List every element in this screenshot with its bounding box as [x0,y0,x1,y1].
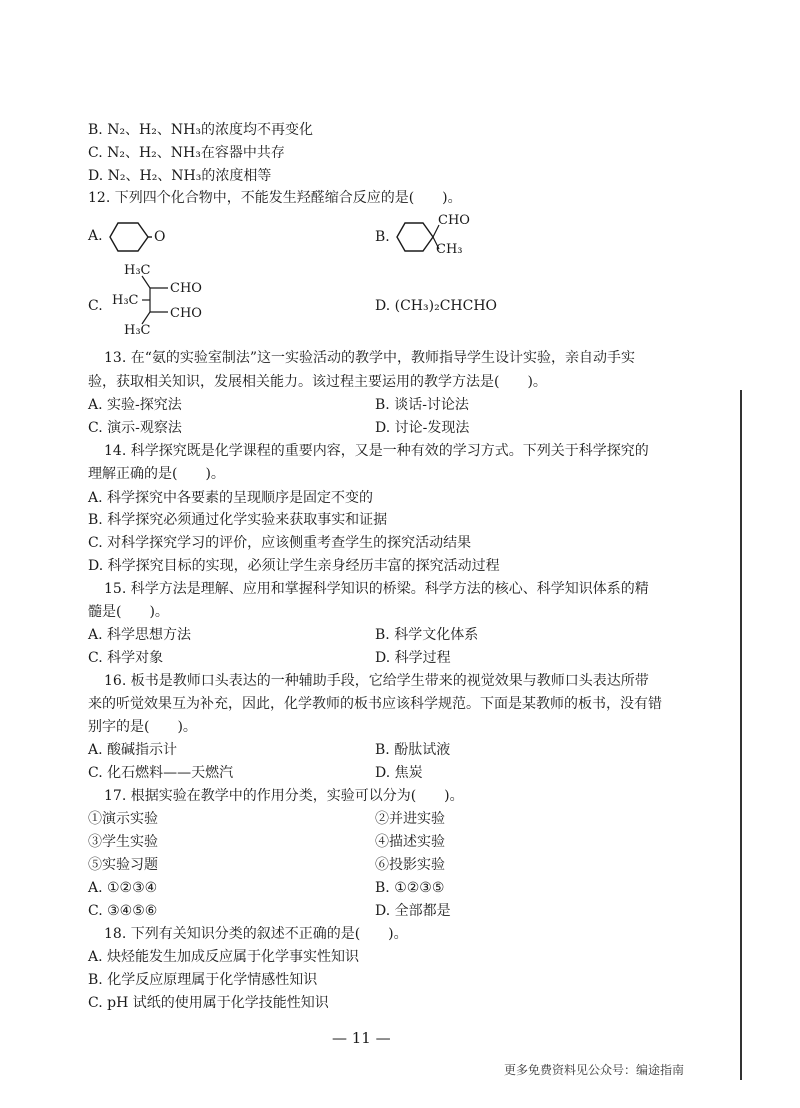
q16-option-a: A. 酸碱指示计 [88,742,178,758]
q12-option-c-cho-top: CHO [170,281,202,296]
q14-option-b: B. 科学探究必须通过化学实验来获取事实和证据 [88,512,388,528]
q12-option-d: D. (CH₃)₂CHCHO [375,298,498,314]
page-number: — 11 — [332,1029,391,1047]
q15-option-c: C. 科学对象 [88,650,164,666]
q12-option-b-cho: CHO [438,213,470,228]
q15-option-b: B. 科学文化体系 [375,627,479,643]
q12-option-b-ch3: CH₃ [436,242,463,257]
q15-option-d: D. 科学过程 [375,650,451,666]
q12-stem: 12. 下列四个化合物中，不能发生羟醛缩合反应的是( )。 [88,190,462,206]
q12-option-b-label: B. [375,229,390,245]
q15-stem-line2: 髓是( )。 [88,604,169,620]
q13-option-c: C. 演示-观察法 [88,420,182,436]
q13-option-a: A. 实验-探究法 [88,397,182,413]
q18-option-a: A. 炔烃能发生加成反应属于化学事实性知识 [88,949,360,965]
q13-stem-line1: 13. 在“氨的实验室制法”这一实验活动的教学中，教师指导学生设计实验，亲自动手实 [104,350,636,366]
q12-cyclohexanone-structure [108,217,152,257]
q12-option-a-oxygen: O [154,229,166,245]
q16-option-d: D. 焦炭 [375,765,423,781]
q18-stem: 18. 下列有关知识分类的叙述不正确的是( )。 [104,926,408,942]
q12-option-c-cho-bottom: CHO [170,306,202,321]
q14-stem-line2: 理解正确的是( )。 [88,466,225,482]
q17-stem: 17. 根据实验在教学中的作用分类，实验可以分为( )。 [104,788,464,804]
q17-option-a: A. ①②③④ [88,880,158,896]
q12-cyclohexane-structure [395,217,441,257]
q15-option-a: A. 科学思想方法 [88,627,192,643]
q11-option-d: D. N₂、H₂、NH₃的浓度相等 [88,168,272,184]
q13-option-b: B. 谈话-讨论法 [375,397,469,413]
q12-option-c-label: C. [88,298,103,314]
q16-stem-line3: 别字的是( )。 [88,719,197,735]
q11-option-b: B. N₂、H₂、NH₃的浓度均不再变化 [88,122,313,138]
q14-option-c: C. 对科学探究学习的评价，应该侧重考查学生的探究活动结果 [88,535,472,551]
q17-item-4: ④描述实验 [375,834,445,850]
q14-option-d: D. 科学探究目标的实现，必须让学生亲身经历丰富的探究活动过程 [88,558,500,574]
q14-stem-line1: 14. 科学探究既是化学课程的重要内容，又是一种有效的学习方式。下列关于科学探究的 [104,443,649,459]
q14-option-a: A. 科学探究中各要素的呈现顺序是固定不变的 [88,490,374,506]
q17-item-6: ⑥投影实验 [375,857,445,873]
q15-stem-line1: 15. 科学方法是理解、应用和掌握科学知识的桥梁。科学方法的核心、科学知识体系的精 [104,581,649,597]
q16-stem-line2: 来的听觉效果互为补充，因此，化学教师的板书应该科学规范。下面是某教师的板书，没有错 [88,696,662,712]
q12-option-a-label: A. [88,228,103,244]
q12-option-c-h3c-top: H₃C [124,263,151,278]
q12-option-c-bonds [138,268,174,330]
q17-item-3: ③学生实验 [88,834,158,850]
footer-note: 更多免费资料见公众号：编途指南 [504,1063,685,1077]
q17-option-d: D. 全部都是 [375,903,451,919]
scan-edge-rule [740,390,742,1080]
q16-option-c: C. 化石燃料——天燃汽 [88,765,234,781]
q13-stem-line2: 验，获取相关知识，发展相关能力。该过程主要运用的教学方法是( )。 [88,374,547,390]
q13-option-d: D. 讨论-发现法 [375,420,470,436]
q12-option-c-h3c-mid: H₃C [112,293,139,308]
q17-option-b: B. ①②③⑤ [375,880,445,896]
q16-option-b: B. 酚肽试液 [375,742,451,758]
q16-stem-line1: 16. 板书是教师口头表达的一种辅助手段，它给学生带来的视觉效果与教师口头表达所带 [104,673,649,689]
q17-item-1: ①演示实验 [88,811,158,827]
q12-option-c-h3c-bottom: H₃C [124,323,151,338]
q17-item-2: ②并进实验 [375,811,445,827]
q18-option-b: B. 化学反应原理属于化学情感性知识 [88,972,318,988]
q11-option-c: C. N₂、H₂、NH₃在容器中共存 [88,145,285,161]
q17-item-5: ⑤实验习题 [88,857,158,873]
q17-option-c: C. ③④⑤⑥ [88,903,158,919]
q18-option-c: C. pH 试纸的使用属于化学技能性知识 [88,995,329,1011]
